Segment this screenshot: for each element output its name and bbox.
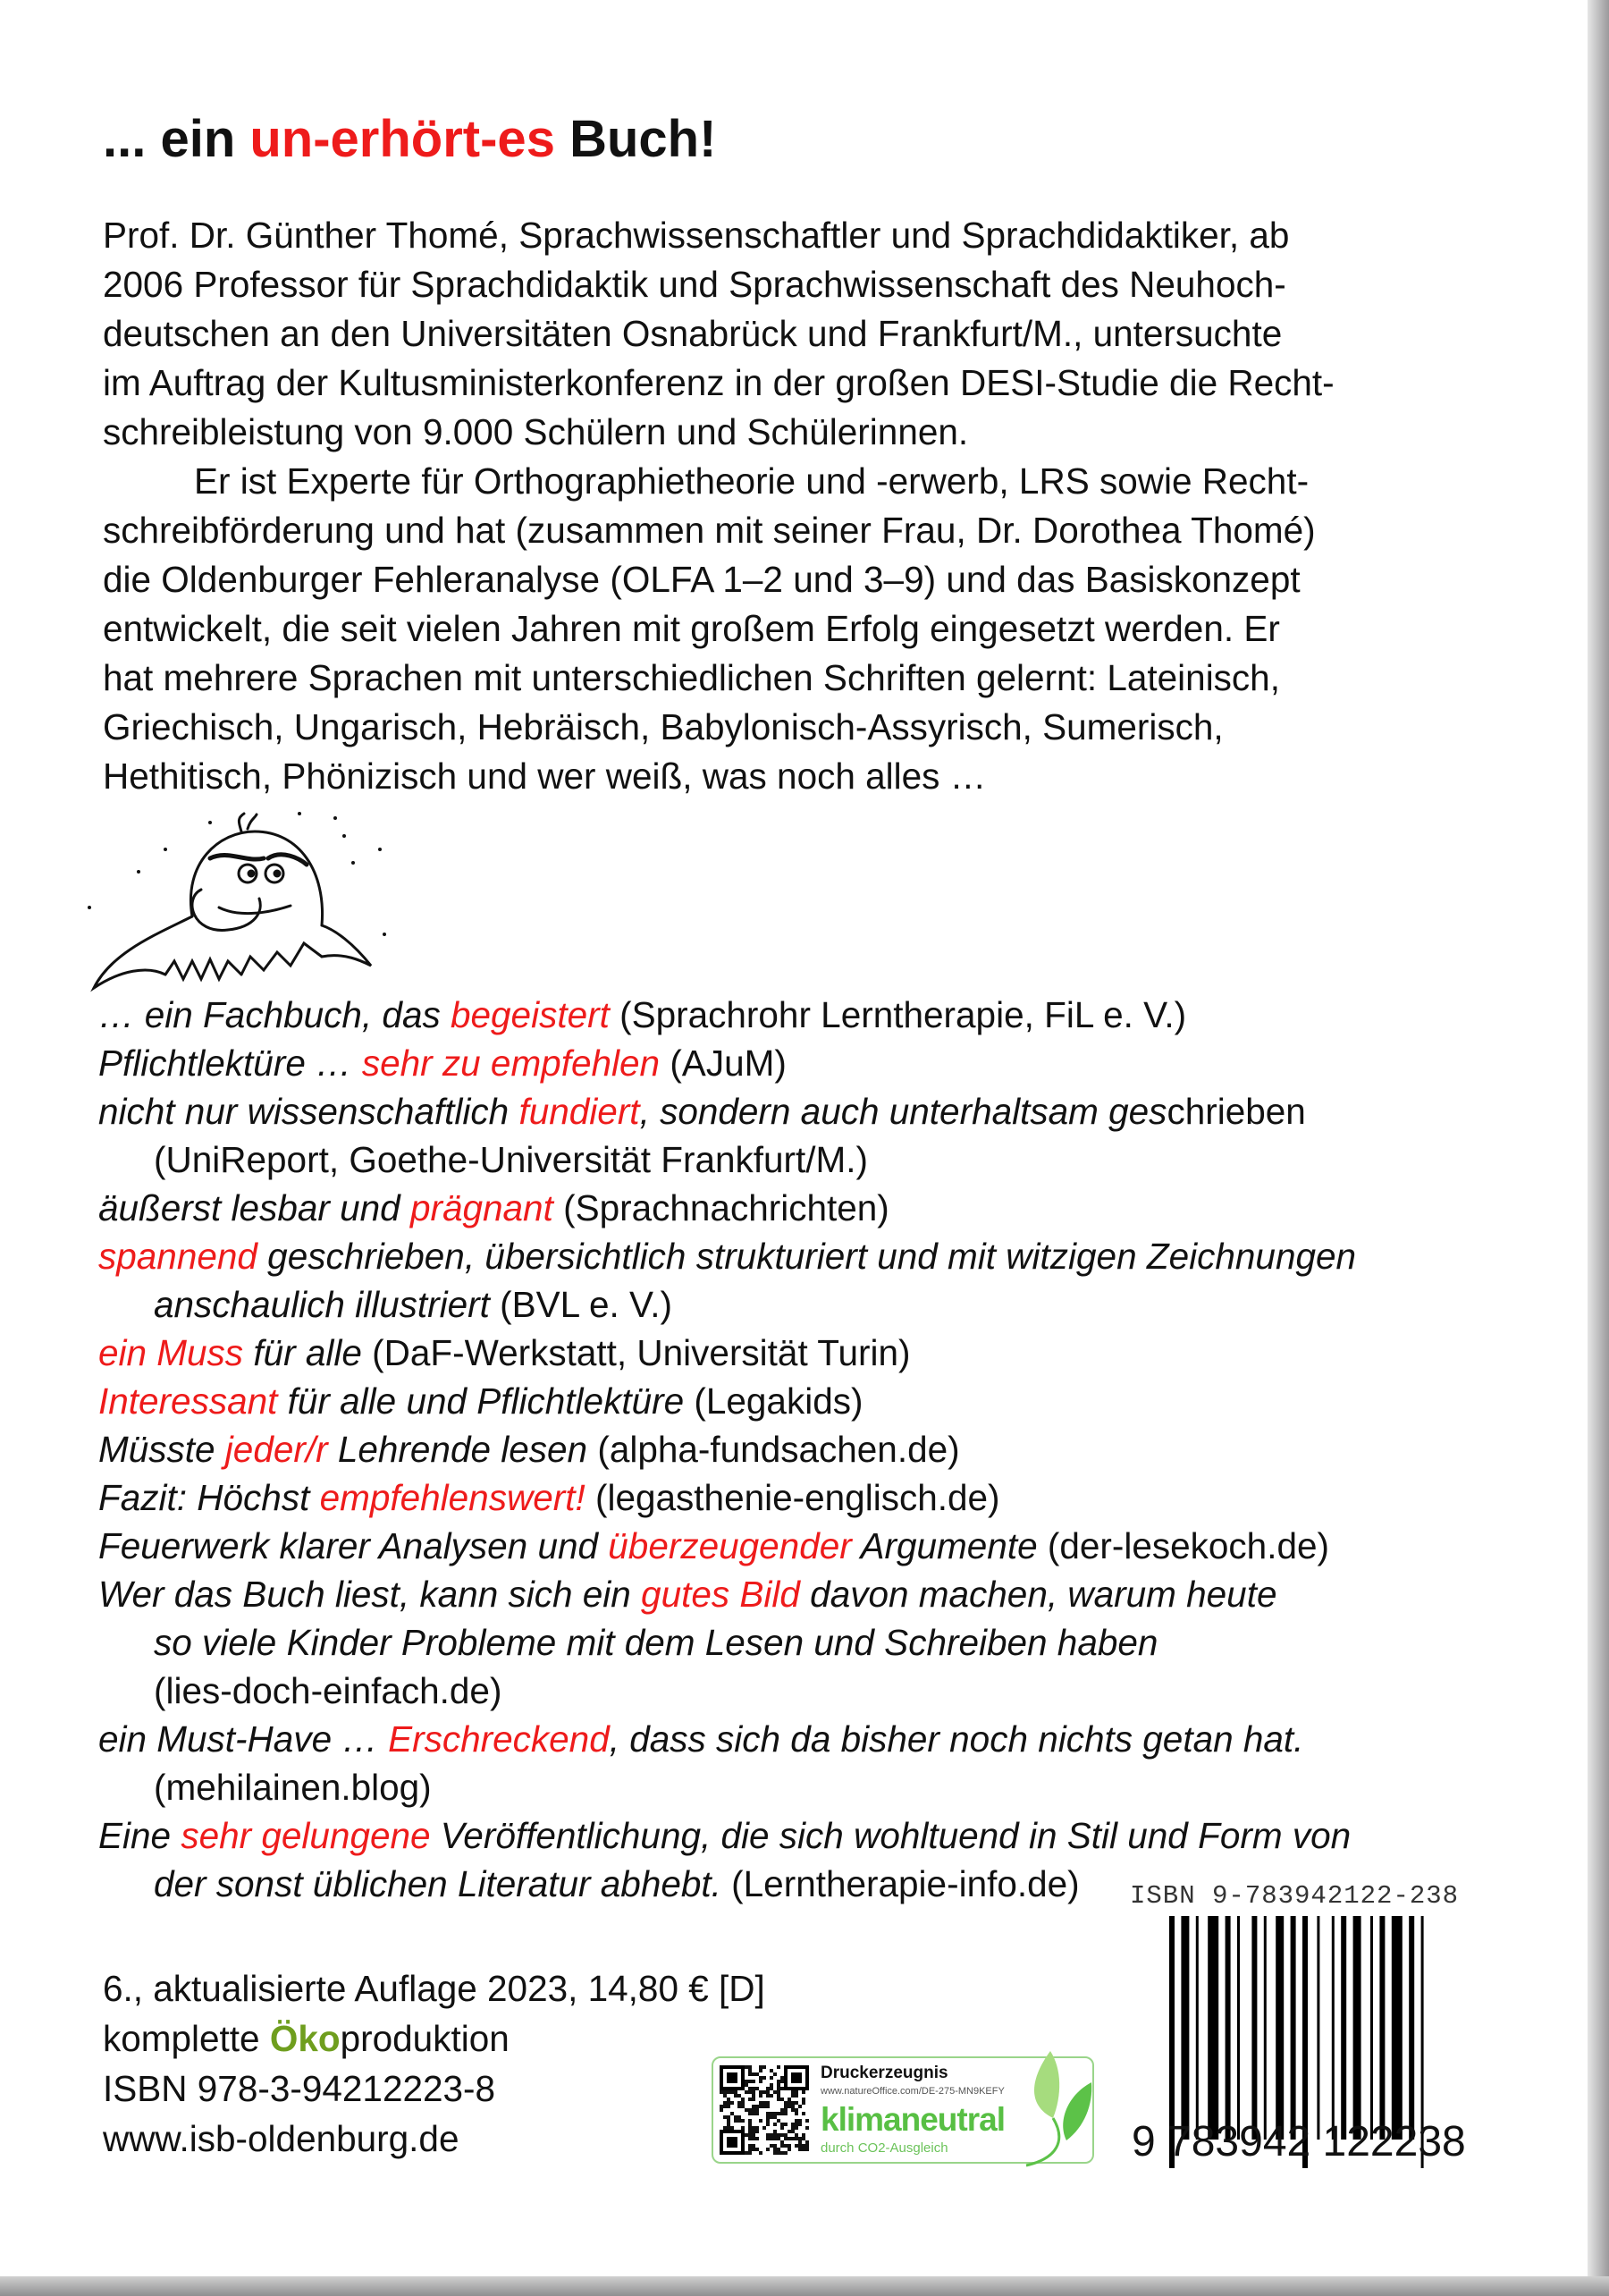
bio-line: die Oldenburger Fehleranalyse (OLFA 1–2 und 3–9) und das Basiskonzept: [103, 559, 1301, 600]
barcode-isbn-label: ISBN 9-783942122-238: [1130, 1881, 1460, 1911]
eco-production: [103, 2013, 765, 2064]
badge-title: Druckerzeugnis: [821, 2064, 948, 2082]
quote-source: (legasthenie-englisch.de): [585, 1477, 1000, 1518]
eco-prefix: komplette: [103, 2018, 270, 2059]
bio-line: Er ist Experte für Orthographietheorie und -erwerb, LRS sowie Recht-: [194, 460, 1310, 502]
quote-text: der sonst üblichen Literatur abhebt.: [154, 1863, 721, 1904]
quote-line: [98, 1135, 1356, 1184]
quote-line: [98, 1425, 1356, 1473]
barcode-bar: [1226, 1916, 1231, 2140]
bio-line: 2006 Professor für Sprachdidaktik und Sprachwissenschaft des Neuhoch-: [103, 264, 1286, 305]
quote-text: Müsste: [98, 1429, 225, 1470]
qr-code-icon[interactable]: [719, 2065, 810, 2155]
quote-source: (DaF-Werkstatt, Universität Turin): [361, 1332, 911, 1373]
quote-text: nicht nur wissenschaftlich: [98, 1091, 519, 1132]
barcode-bar: [1196, 1916, 1199, 2140]
author-bio: [103, 211, 1335, 801]
barcode-bar: [1291, 1916, 1296, 2140]
quote-text: Argumente: [851, 1525, 1038, 1566]
quote-source: (BVL e. V.): [489, 1284, 673, 1325]
title-prefix: ... ein: [103, 110, 250, 168]
barcode-digits: 9 783942 122238: [1132, 2118, 1466, 2165]
quote-highlight: begeistert: [450, 994, 610, 1035]
page-shadow-bottom: [0, 2276, 1609, 2296]
page-shadow-right: [1588, 0, 1609, 2296]
barcode-bar: [1370, 1916, 1373, 2140]
quote-line: [98, 991, 1356, 1039]
barcode-bar: [1332, 1916, 1335, 2140]
quote-text: , dass sich da bisher noch nichts getan hat.: [609, 1718, 1304, 1760]
bio-line: Prof. Dr. Günther Thomé, Sprachwissenschaftler und Sprachdidaktiker, ab: [103, 215, 1290, 256]
quote-highlight: spannend: [98, 1236, 257, 1277]
barcode-bar: [1379, 1916, 1385, 2140]
badge-sublabel: durch CO2-Ausgleich: [821, 2140, 948, 2156]
bio-line: entwickelt, die seit vielen Jahren mit großem Erfolg eingesetzt werden. Er: [103, 608, 1280, 649]
barcode-bar: [1181, 1916, 1189, 2140]
quote-text: Lehrende lesen: [327, 1429, 588, 1470]
barcode-bar: [1317, 1916, 1319, 2140]
quote-text: … ein Fachbuch, das: [98, 994, 451, 1035]
bio-line: hat mehrere Sprachen mit unterschiedlichen Schriften gelernt: Lateinisch,: [103, 657, 1280, 698]
quote-line: [98, 1522, 1356, 1570]
quote-highlight: prägnant: [409, 1187, 553, 1228]
quote-text: Eine: [98, 1815, 181, 1856]
title-highlight: un-erhört-es: [249, 110, 555, 168]
quote-line: [98, 1570, 1356, 1618]
bio-line: schreibleistung von 9.000 Schülern und Schülerinnen.: [103, 411, 969, 452]
badge-url: www.natureOffice.com/DE-275-MN9KEFY: [821, 2086, 1005, 2097]
quote-text: davon machen, warum heute: [799, 1574, 1277, 1615]
badge-label: klimaneutral: [821, 2101, 1005, 2138]
quote-text: für alle und Pflichtlektüre: [277, 1380, 685, 1422]
quote-highlight: überzeugender: [608, 1525, 852, 1566]
quote-highlight: empfehlenswert!: [319, 1477, 585, 1518]
barcode-bar: [1251, 1916, 1257, 2140]
quote-source: (der-lesekoch.de): [1037, 1525, 1329, 1566]
bio-line: deutschen an den Universitäten Osnabrück und Frankfurt/M., untersuchte: [103, 313, 1283, 354]
bio-line: Hethitisch, Phönizisch und wer weiß, was noch alles …: [103, 755, 987, 797]
quote-text: Veröffentlichung, die sich wohltuend in Stil und Form von: [430, 1815, 1352, 1856]
bio-line: schreibförderung und hat (zusammen mit seiner Frau, Dr. Dorothea Thomé): [103, 510, 1316, 551]
quote-highlight: sehr zu empfehlen: [361, 1042, 661, 1084]
quote-line: [98, 1473, 1356, 1522]
quote-source: (lies-doch-einfach.de): [154, 1670, 502, 1711]
quote-highlight: sehr gelungene: [181, 1815, 431, 1856]
quote-highlight: Interessant: [98, 1380, 278, 1422]
barcode-bar: [1341, 1916, 1346, 2140]
barcode-bar: [1237, 1916, 1240, 2140]
edition-price: 6., aktualisierte Auflage 2023, 14,80 € [D]: [103, 1968, 765, 2009]
quote-highlight: Erschreckend: [388, 1718, 610, 1760]
quote-line: [98, 1377, 1356, 1425]
quote-source: (Lerntherapie-info.de): [720, 1863, 1080, 1904]
quote-text: Wer das Buch liest, kann sich ein: [98, 1574, 642, 1615]
quote-line: [98, 1087, 1356, 1135]
quote-line: [98, 1184, 1356, 1232]
quote-line: [98, 1667, 1356, 1715]
publication-info: [103, 1963, 765, 2164]
quote-text: für alle: [243, 1332, 362, 1373]
quote-highlight: jeder/r: [224, 1429, 328, 1470]
quote-text: , sondern auch unterhaltsam ges: [639, 1091, 1167, 1132]
quote-text: Pflichtlektüre …: [98, 1042, 362, 1084]
quote-text: so viele Kinder Probleme mit dem Lesen und Schreiben haben: [154, 1622, 1158, 1663]
quote-line: [98, 1811, 1356, 1860]
quote-text: anschaulich illustriert: [154, 1284, 490, 1325]
quote-source: (mehilainen.blog): [154, 1767, 432, 1808]
eco-suffix: produktion: [340, 2018, 510, 2059]
leaf-icon: [1022, 2051, 1093, 2167]
quote-line: [98, 1232, 1356, 1280]
bio-line: Griechisch, Ungarisch, Hebräisch, Babylonisch-Assyrisch, Sumerisch,: [103, 706, 1224, 747]
quote-highlight: gutes Bild: [641, 1574, 800, 1615]
quote-line: [98, 1039, 1356, 1087]
quote-source: (alpha-fundsachen.de): [587, 1429, 960, 1470]
cartoon-illustration: [85, 809, 442, 1015]
quote-line: [98, 1618, 1356, 1667]
quote-source: (Sprachrohr Lerntherapie, FiL e. V.): [609, 994, 1187, 1035]
quote-text: ein Must-Have …: [98, 1718, 389, 1760]
quote-line: [98, 1763, 1356, 1811]
quote-text: äußerst lesbar und: [98, 1187, 410, 1228]
quote-line: [98, 1329, 1356, 1377]
barcode-bar: [1264, 1916, 1267, 2140]
bio-line: im Auftrag der Kultusministerkonferenz in der großen DESI-Studie die Recht-: [103, 362, 1335, 403]
title-suffix: Buch!: [554, 110, 717, 168]
barcode-bar: [1353, 1916, 1361, 2140]
barcode-bar: [1409, 1916, 1414, 2140]
climate-neutral-badge: [712, 2056, 1094, 2164]
barcode-bar: [1208, 1916, 1218, 2140]
quote-highlight: ein Muss: [98, 1332, 244, 1373]
quote-line: [98, 1280, 1356, 1329]
quote-highlight: fundiert: [518, 1091, 640, 1132]
quote-text: geschrieben, übersichtlich strukturiert und mit witzigen Zeichnungen: [257, 1236, 1357, 1277]
quote-line: [98, 1715, 1356, 1763]
quote-source: chrieben: [1167, 1091, 1306, 1132]
eco-highlight: Öko: [269, 2018, 341, 2059]
page-title: [103, 109, 716, 169]
quote-text: Feuerwerk klarer Analysen und: [98, 1525, 609, 1566]
barcode-bar: [1392, 1916, 1403, 2140]
isbn-text: ISBN 978-3-94212223-8: [103, 2068, 496, 2109]
quote-source: (Sprachnachrichten): [552, 1187, 889, 1228]
review-quotes: [98, 991, 1356, 1908]
barcode-bar: [1276, 1916, 1284, 2140]
quote-source: (UniReport, Goethe-Universität Frankfurt/M.): [154, 1139, 868, 1180]
quote-text: Fazit: Höchst: [98, 1477, 320, 1518]
website-link[interactable]: www.isb-oldenburg.de: [103, 2118, 459, 2159]
quote-source: (Legakids): [684, 1380, 863, 1422]
quote-source: (AJuM): [660, 1042, 787, 1084]
